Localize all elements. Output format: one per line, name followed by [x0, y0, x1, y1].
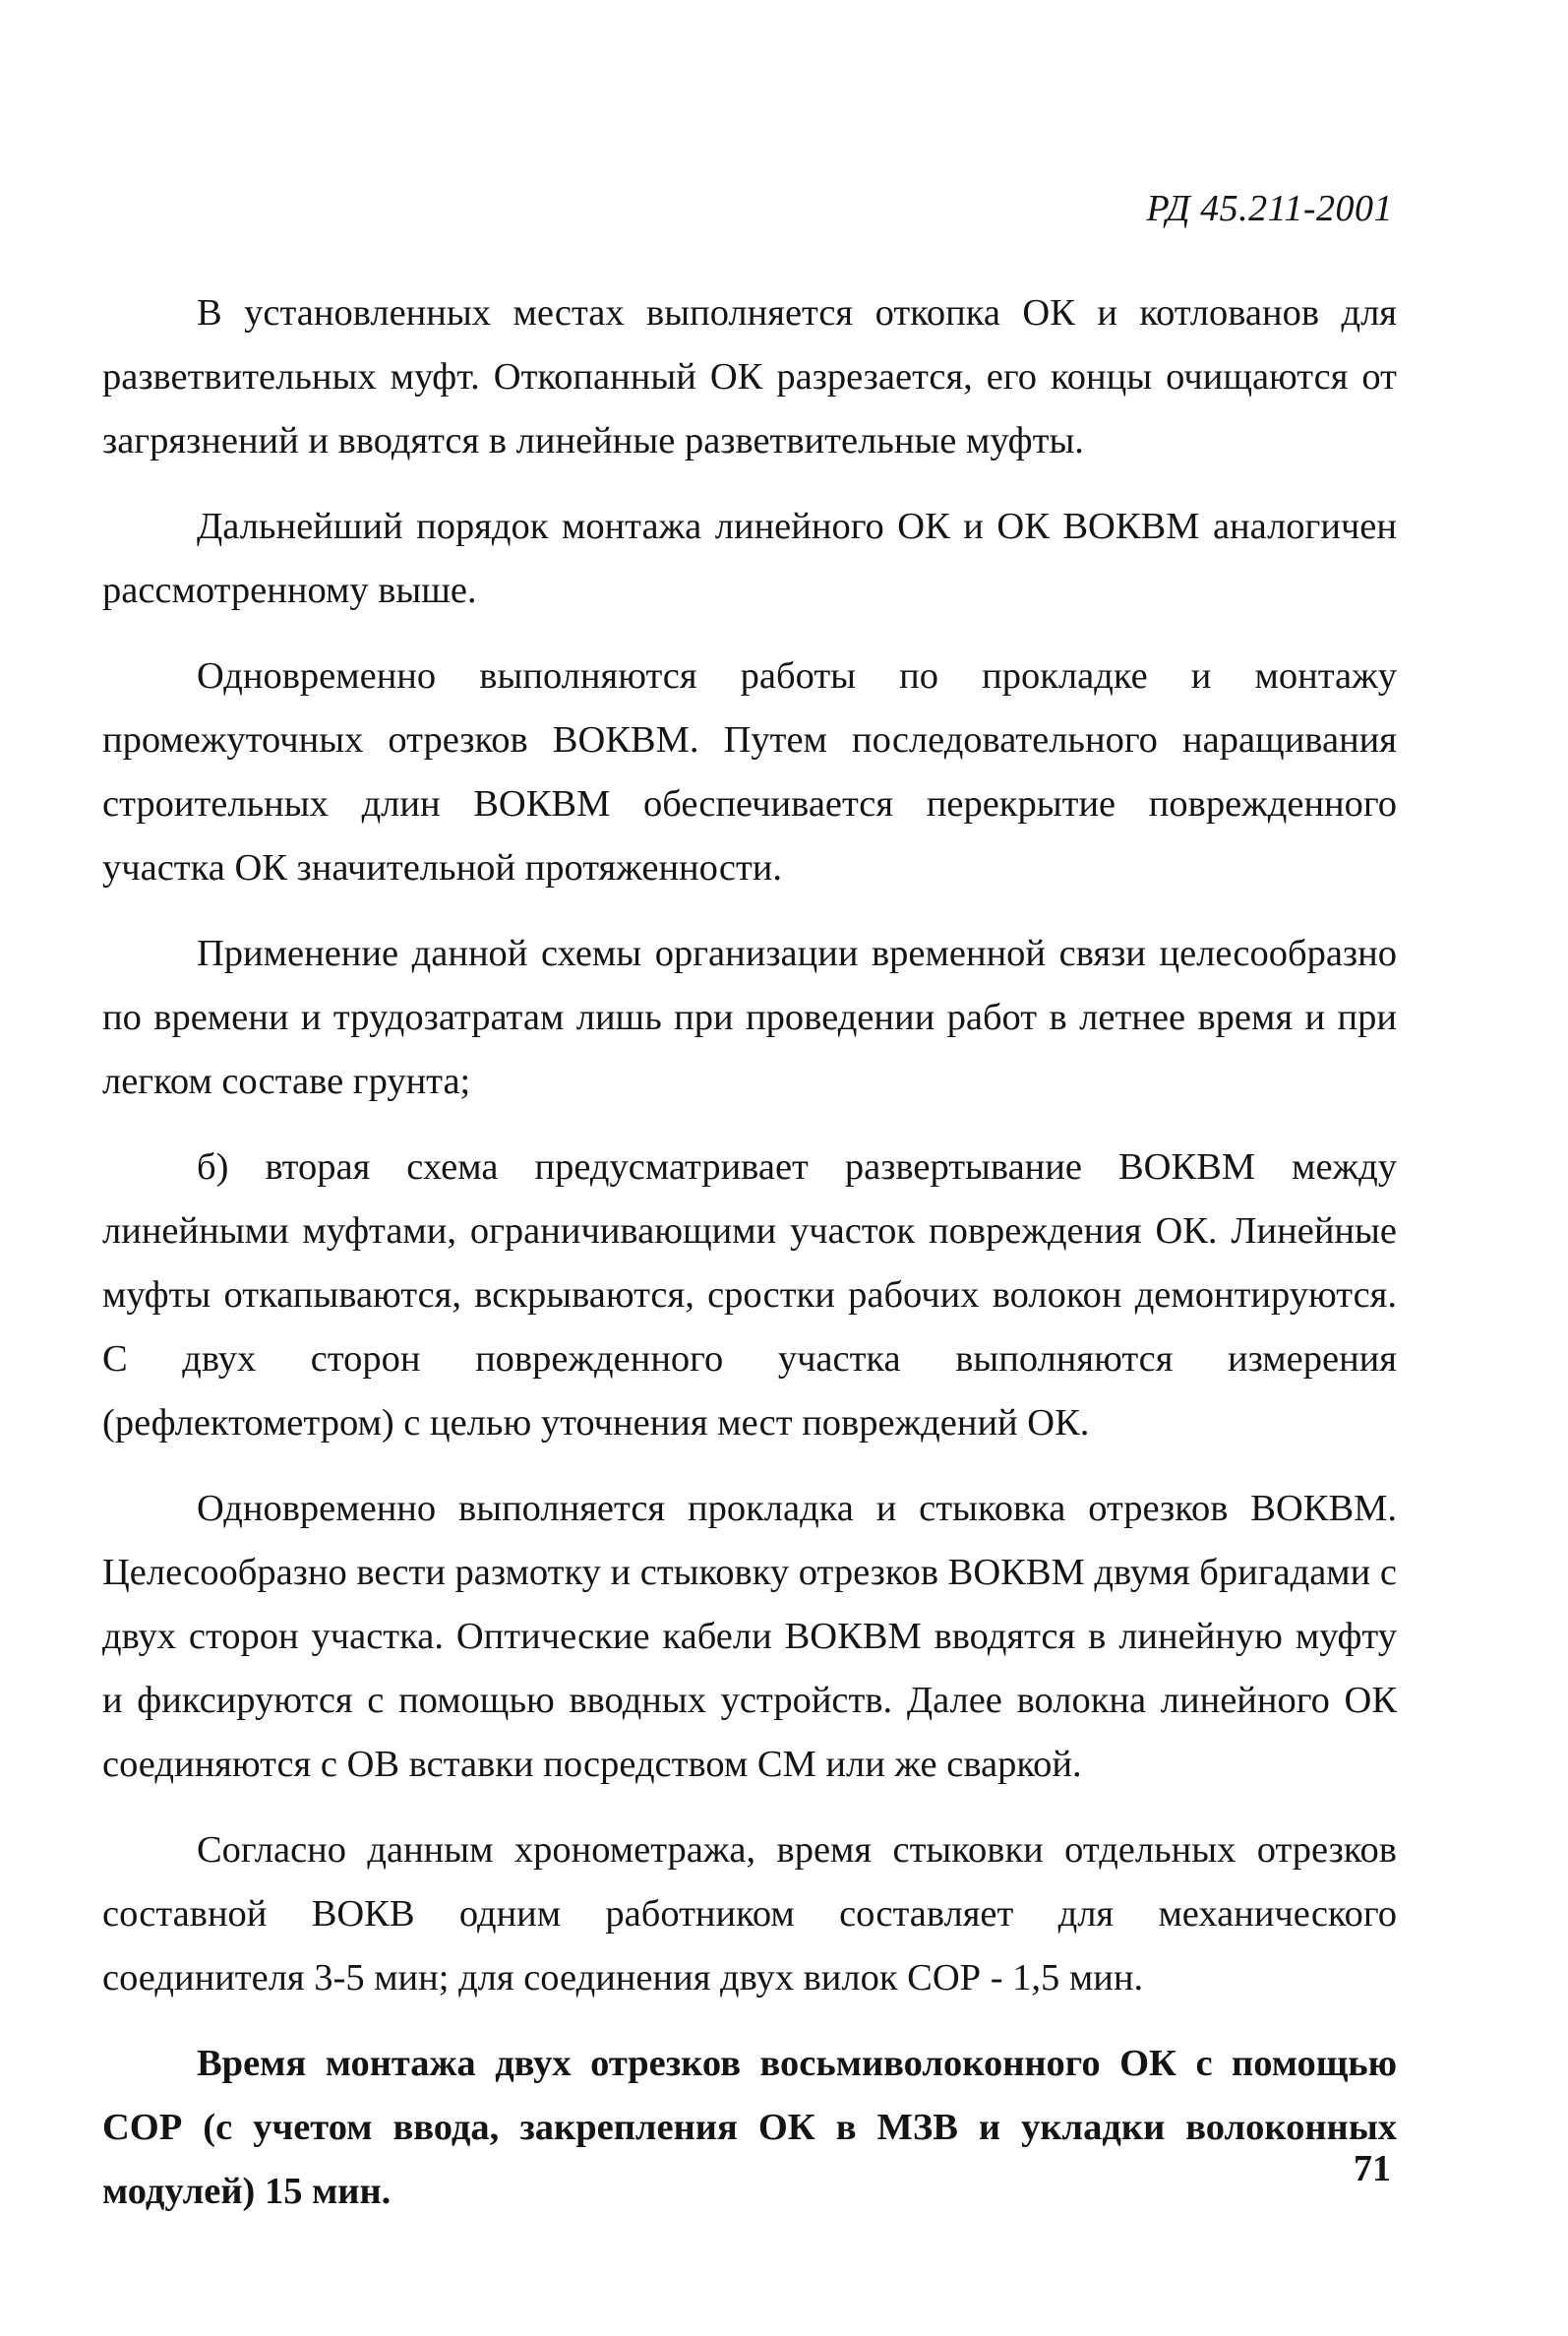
document-code-header: РД 45.211-2001	[1146, 188, 1393, 229]
paragraph: Время монтажа двух отрезков восьмиволоконного ОК с помощью СОР (с учетом ввода, закрепления ОК в МЗВ и укладки волоконных модулей) 15 мин.	[102, 2043, 1397, 2212]
paragraph: Применение данной схемы организации временной связи целесообразно по времени и трудозатратам лишь при проведении работ в летнее время и при легком составе грунта;	[102, 933, 1397, 1102]
paragraph: Дальнейший порядок монтажа линейного ОК и ОК ВОКВМ аналогичен рассмотренному выше.	[102, 506, 1397, 611]
paragraph: Одновременно выполняются работы по прокладке и монтажу промежуточных отрезков ВОКВМ. Путем последовательного наращивания строительных длин ВОКВМ обеспечивается перекрытие поврежденного участка ОК значительной протяженности.	[102, 655, 1397, 889]
paragraph: б) вторая схема предусматривает развертывание ВОКВМ между линейными муфтами, ограничивающими участок повреждения ОК. Линейные муфты откапываются, вскрываются, сростки рабочих волокон демонтируются. С двух сторон поврежденного участка выполняются измерения (рефлектометром) с целью уточнения мест повреждений ОК.	[102, 1146, 1397, 1444]
page-number: 71	[1354, 2148, 1391, 2189]
paragraph: Одновременно выполняется прокладка и стыковка отрезков ВОКВМ. Целесообразно вести размотку и стыковку отрезков ВОКВМ двумя бригадами с двух сторон участка. Оптические кабели ВОКВМ вводятся в линейную муфту и фиксируются с помощью вводных устройств. Далее волокна линейного ОК соединяются с ОВ вставки посредством СМ или же сваркой.	[102, 1488, 1397, 1785]
paragraph: Согласно данным хронометража, время стыковки отдельных отрезков составной ВОКВ одним работником составляет для механического соединителя 3-5 мин; для соединения двух вилок СОР - 1,5 мин.	[102, 1829, 1397, 1998]
paragraph: В установленных местах выполняется откопка ОК и котлованов для разветвительных муфт. Откопанный ОК разрезается, его концы очищаются от загрязнений и вводятся в линейные разветвительные муфты.	[102, 292, 1397, 461]
body-text	[102, 281, 1397, 2245]
